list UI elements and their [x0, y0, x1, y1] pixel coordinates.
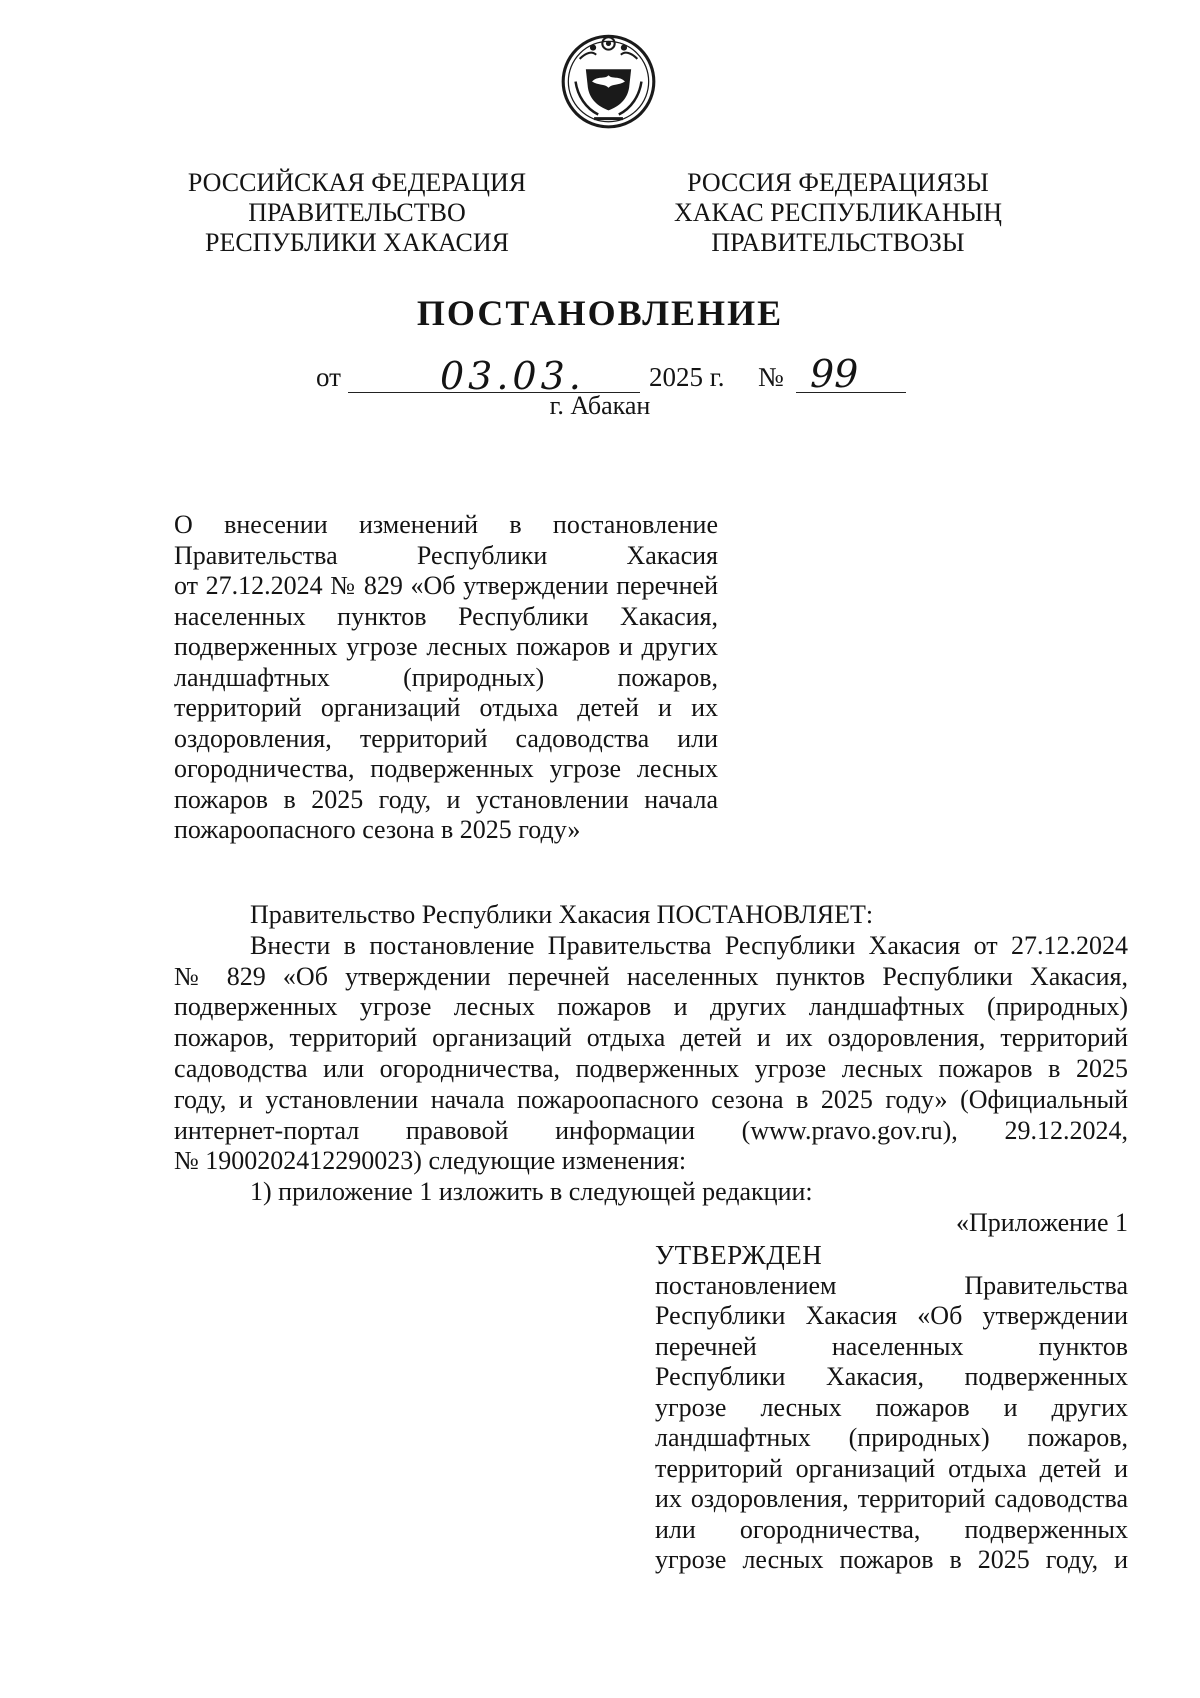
header-khakas — [648, 168, 1028, 258]
header-line: ХАКАС РЕСПУБЛИКАНЫҢ — [673, 198, 1003, 227]
number-sign: № — [758, 362, 784, 392]
header-line: ПРАВИТЕЛЬСТВО — [248, 198, 466, 227]
subject-line: от 27.12.2024 № 829 «Об утверждении перечней — [174, 571, 718, 600]
subject-line: ландшафтных (природных) пожаров, — [174, 662, 718, 692]
subject-line: населенных пунктов Республики Хакасия, — [174, 601, 718, 631]
header-line: РОССИЯ ФЕДЕРАЦИЯЗЫ — [687, 168, 989, 197]
city: г. Абакан — [549, 391, 651, 420]
subject-line: огородничества, подверженных угрозе лесных — [174, 754, 718, 783]
handwritten-number: 99 — [810, 352, 859, 396]
paragraph-line: интернет-портал правовой информации (www.pravo.gov.ru), 29.12.2024, — [174, 1115, 1128, 1145]
coat-of-arms-emblem — [557, 28, 660, 131]
approval-line: или огородничества, подверженных — [655, 1514, 1128, 1544]
approval-line: перечней населенных пунктов — [655, 1331, 1128, 1361]
subject-line: территорий организаций отдыха детей и их — [174, 693, 718, 722]
subject-line: оздоровления, территорий садоводства или — [174, 723, 718, 753]
paragraph-line: году, и установлении начала пожароопасного сезона в 2025 году» (Официальный — [174, 1084, 1128, 1114]
document-title: ПОСТАНОВЛЕНИЕ — [416, 293, 784, 333]
subject-line: пожаров в 2025 году, и установлении начала — [174, 784, 718, 814]
approval-line: территорий организаций отдыха детей и — [655, 1453, 1128, 1483]
header-line: РЕСПУБЛИКИ ХАКАСИЯ — [204, 228, 509, 257]
paragraph-line: Внести в постановление Правительства Республики Хакасия от 27.12.2024 — [250, 930, 1128, 960]
approval-line: угрозе лесных пожаров и других — [655, 1392, 1128, 1422]
decree-line: Правительство Республики Хакасия ПОСТАНОВЛЯЕТ: — [250, 900, 874, 929]
subject-line: Правительства Республики Хакасия — [174, 540, 718, 570]
approval-line: угрозе лесных пожаров в 2025 году, и — [655, 1545, 1128, 1574]
list-item: 1) приложение 1 изложить в следующей редакции: — [250, 1177, 813, 1207]
paragraph-line: садоводства или огородничества, подверженных угрозе лесных пожаров в 2025 — [174, 1053, 1128, 1083]
appendix-label: «Приложение 1 — [955, 1207, 1128, 1237]
approval-line: ландшафтных (природных) пожаров, — [655, 1423, 1128, 1452]
handwritten-date: 03.03. — [440, 354, 585, 398]
paragraph-line: пожаров, территорий организаций отдыха детей и их оздоровления, территорий — [174, 1023, 1128, 1053]
subject-line: подверженных угрозе лесных пожаров и других — [174, 632, 718, 661]
subject-block — [174, 510, 718, 846]
approval-line: постановлением Правительства — [655, 1270, 1128, 1300]
header-line: ПРАВИТЕЛЬСТВОЗЫ — [711, 228, 965, 257]
paragraph-line: № 1900202412290023) следующие изменения: — [174, 1146, 687, 1176]
approval-line: Республики Хакасия «Об утверждении — [655, 1301, 1128, 1330]
body-text — [174, 900, 1128, 1239]
header-russian — [167, 168, 547, 258]
paragraph-line: № 829 «Об утверждении перечней населенных пунктов Республики Хакасия, — [174, 961, 1128, 991]
header-line: РОССИЙСКАЯ ФЕДЕРАЦИЯ — [187, 168, 527, 197]
date-prefix: от — [316, 362, 341, 392]
approval-line: Республики Хакасия, подверженных — [655, 1362, 1128, 1391]
approval-block — [655, 1240, 1128, 1576]
approval-line: их оздоровления, территорий садоводства — [655, 1484, 1128, 1513]
paragraph-line: подверженных угрозе лесных пожаров и других ландшафтных (природных) — [174, 992, 1128, 1022]
subject-line: О внесении изменений в постановление — [174, 510, 718, 539]
date-year: 2025 г. — [649, 362, 725, 392]
approval-heading: УТВЕРЖДЕН — [655, 1240, 823, 1270]
subject-line: пожароопасного сезона в 2025 году» — [174, 815, 581, 844]
